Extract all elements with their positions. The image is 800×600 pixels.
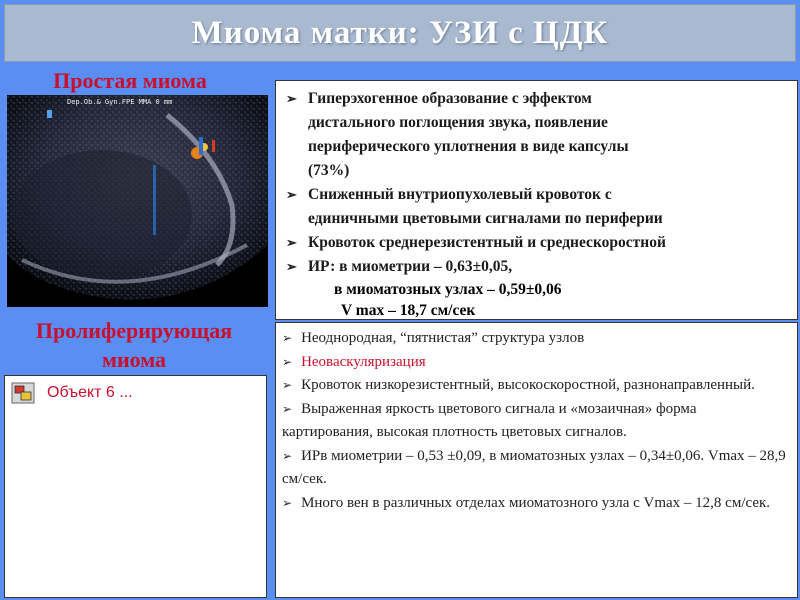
arrow-bullet-icon: ➢ [282,448,293,463]
arrow-bullet-icon: ➢ [286,187,297,202]
simple-item-2: ➢ Сниженный внутриопухолевый кровоток с единичными цветовыми сигналами по периферии [286,183,791,231]
ultrasound-scan-graphic [7,95,268,307]
ultrasound-header: Dep.Ob.& Gyn.FPE MMA 0 mm [67,98,173,106]
embedded-object-box[interactable] [4,375,267,598]
simple-myoma-label: Простая миома [53,68,207,93]
arrow-bullet-icon: ➢ [282,331,293,345]
object-label: Объект 6 ... [47,384,133,401]
ir-myoma-nodes: в миоматозных узлах – 0,59±0,06 [334,281,562,298]
arrow-bullet-icon: ➢ [282,378,293,392]
prolif-item-3: ➢ Кровоток низкорезистентный, высокоскоростной, разнонаправленный. [282,377,755,393]
prolif-item-4: ➢ Выраженная яркость цветового сигнала и «мозаичная» форма картирования, высокая плотность цветовых сигналов. [282,400,697,440]
proliferating-myoma-panel [275,322,798,598]
proliferating-myoma-label: Пролиферирующая миома [35,318,233,372]
prolif-item-6: ➢ Много вен в различных отделах миоматозного узла с Vmax – 12,8 см/сек. [282,494,771,511]
arrow-bullet-icon: ➢ [286,259,297,274]
prolif-item-1: ➢ Неоднородная, “пятнистая” структура узлов [282,330,585,346]
ir-vmax: V max – 18,7 см/сек [341,302,476,319]
simple-item-3: ➢ Кровоток среднерезистентный и среднескоростной [286,231,791,255]
simple-item-1: ➢ Гиперэхогенное образование с эффектом дистального поглощения звука, появление периферического уплотнения в виде капсулы (73%) [286,87,791,183]
prolif-item-5: ➢ ИРв миометрии – 0,53 ±0,09, в миоматозных узлах – 0,34±0,06. Vmax – 28,9 см/сек. [282,447,786,487]
arrow-bullet-icon: ➢ [286,91,297,106]
title-bar [4,4,796,62]
embedded-object[interactable] [11,382,133,404]
simple-myoma-panel [275,80,798,320]
arrow-bullet-icon: ➢ [286,235,297,250]
slide-title: Миома матки: УЗИ с ЦДК [191,14,609,51]
simple-item-4: ➢ ИР: в миометрии – 0,63±0,05, [286,255,791,279]
arrow-bullet-icon: ➢ [282,354,293,369]
ole-object-icon [11,382,35,404]
ultrasound-image [7,95,268,307]
arrow-bullet-icon: ➢ [282,401,293,416]
arrow-bullet-icon: ➢ [282,495,293,510]
prolif-item-2: ➢ Неоваскуляризация [282,353,426,370]
